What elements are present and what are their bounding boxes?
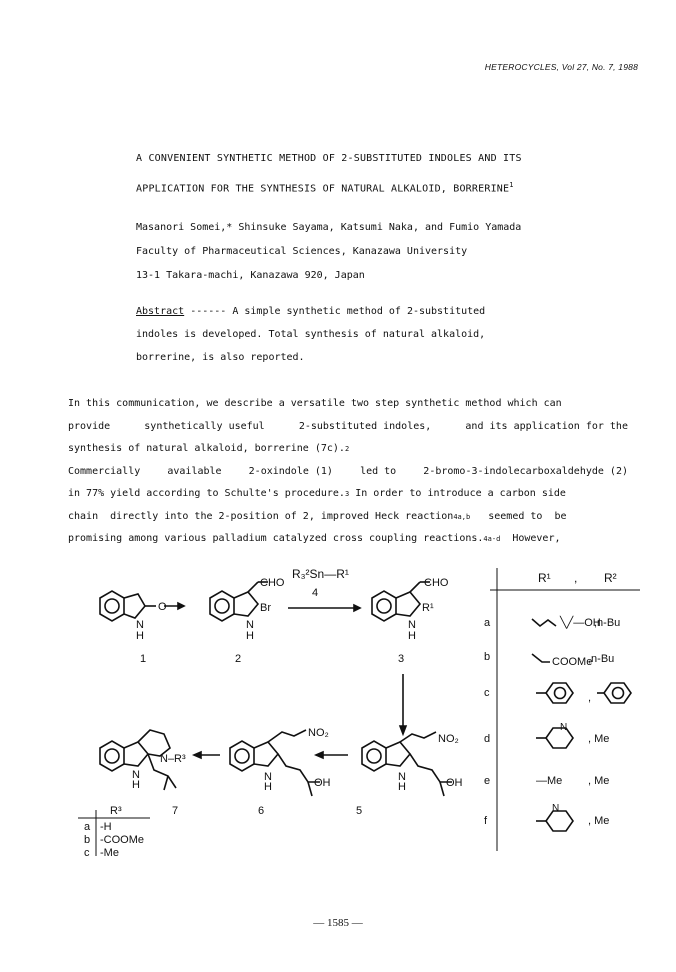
phenyl-ring-icon — [536, 683, 573, 703]
author-block — [136, 216, 521, 288]
body-line: synthesis of natural alkaloid, borrerine (7c). 2 — [68, 443, 350, 454]
row-letter-a: a — [484, 617, 491, 629]
nitrogen-label: N — [246, 619, 254, 631]
reagent-label: R₃²Sn—R¹ — [292, 567, 349, 581]
compound-number-2: 2 — [235, 653, 242, 665]
compound-number-3: 3 — [398, 653, 405, 665]
body-line: promising among various palladium catalyzed cross coupling reactions. 4a-d However, — [68, 533, 561, 544]
hydroxyl-label: OH — [446, 777, 463, 789]
r3-table-header: R³ — [110, 805, 122, 817]
author-names: Masanori Somei,* Shinsuke Sayama, Katsumi Naka, and Fumio Yamada — [136, 222, 522, 233]
r3-row-value: -Me — [100, 847, 119, 856]
oxygen-label: O — [158, 601, 167, 613]
journal-header: HETEROCYCLES, Vol 27, No. 7, 1988 — [484, 62, 638, 72]
r3-row-value: -H — [100, 821, 112, 833]
body-line: In this communication, we describe a versatile two step synthetic method which can — [68, 398, 562, 409]
row-a-r1: ╲╱—OH — [560, 617, 601, 629]
row-letter-c: c — [484, 687, 490, 699]
row-b-r1: COOMe — [552, 656, 593, 668]
abstract-line-2: indoles is developed. Total synthesis of natural alkaloid, — [136, 329, 486, 340]
bromine-label: Br — [260, 602, 271, 614]
nitrogen-label: N — [132, 769, 140, 781]
nitrogen-label: N — [264, 771, 272, 783]
cho-label: CHO — [424, 577, 449, 589]
body-line: in 77% yield according to Schulte's procedure. 3 In order to introduce a carbon side — [68, 488, 566, 499]
pyridyl-ring-icon — [536, 811, 573, 831]
nr3-label: N–R³ — [160, 753, 186, 765]
nitrogen-label: N — [136, 619, 144, 631]
hydrogen-label: H — [264, 781, 272, 793]
reagent-number: 4 — [312, 587, 319, 599]
affiliation: Faculty of Pharmaceutical Sciences, Kanazawa University — [136, 246, 468, 257]
row-e-r1: —Me — [536, 775, 563, 787]
page-number: — 1585 — — [313, 917, 363, 929]
table-header-r2: R² — [604, 571, 617, 585]
reaction-scheme — [60, 556, 640, 856]
nitrogen-label: N — [408, 619, 416, 631]
table-header-comma: , — [574, 571, 578, 585]
compound-number-5: 5 — [356, 805, 363, 817]
nitrogen-label: N — [398, 771, 406, 783]
row-b-r2: ,n-Bu — [588, 653, 615, 665]
body-text — [68, 393, 628, 551]
paper-title — [136, 146, 522, 202]
body-line: provide synthetically useful 2-substituted indoles, and its application for the — [68, 420, 628, 432]
abstract — [136, 300, 485, 369]
phenyl-ring-icon — [597, 683, 631, 703]
r3-row-letter: b — [84, 834, 91, 846]
row-e-r2: , Me — [588, 775, 610, 787]
address: 13-1 Takara-machi, Kanazawa 920, Japan — [136, 270, 365, 281]
row-c-r2: , — [588, 692, 592, 704]
r3-row-letter: c — [84, 847, 90, 856]
table-header-r1: R¹ — [538, 571, 551, 585]
row-letter-f: f — [484, 815, 488, 827]
hydrogen-label: H — [398, 781, 406, 793]
hydrogen-label: H — [132, 779, 140, 791]
compound-1-structure — [100, 591, 156, 621]
r1-label: R¹ — [422, 602, 434, 614]
row-d-r2: , Me — [588, 733, 610, 745]
hydrogen-label: H — [136, 630, 144, 642]
hydrogen-label: H — [246, 630, 254, 642]
title-line-1: A CONVENIENT SYNTHETIC METHOD OF 2-SUBSTITUTED INDOLES AND ITS — [136, 153, 522, 164]
body-line: chain directly into the 2-position of 2, improved Heck reaction 4a,b seemed to be — [68, 510, 567, 522]
nitro-label: NO₂ — [438, 733, 459, 745]
row-letter-b: b — [484, 651, 491, 663]
row-letter-d: d — [484, 733, 491, 745]
r3-row-letter: a — [84, 821, 91, 833]
nitro-label: NO₂ — [308, 727, 329, 739]
row-f-r2: , Me — [588, 815, 610, 827]
abstract-line-3: borrerine, is also reported. — [136, 352, 305, 363]
compound-number-7: 7 — [172, 805, 179, 817]
compound-number-6: 6 — [258, 805, 265, 817]
row-letter-e: e — [484, 775, 491, 787]
row-a-r2: ,n-Bu — [594, 617, 621, 629]
body-line: Commercially available 2-oxindole (1) led to 2-bromo-3-indolecarboxaldehyde (2) — [68, 465, 628, 477]
compound-number-1: 1 — [140, 653, 147, 665]
pyridine-n-label: N — [560, 722, 568, 733]
title-line-2: APPLICATION FOR THE SYNTHESIS OF NATURAL ALKALOID, BORRERINE$^1$ — [136, 181, 514, 195]
r3-row-value: -COOMe — [100, 834, 144, 846]
hydroxyl-label: OH — [314, 777, 331, 789]
pyridyl-ring-icon — [536, 728, 573, 748]
abstract-line-1: Abstract ------ A simple synthetic method of 2-substituted — [136, 306, 486, 317]
pyridine-n-label: N — [552, 803, 560, 814]
abstract-label: Abstract — [136, 306, 185, 317]
cho-label: CHO — [260, 577, 285, 589]
hydrogen-label: H — [408, 630, 416, 642]
compound-6-structure — [230, 730, 320, 796]
